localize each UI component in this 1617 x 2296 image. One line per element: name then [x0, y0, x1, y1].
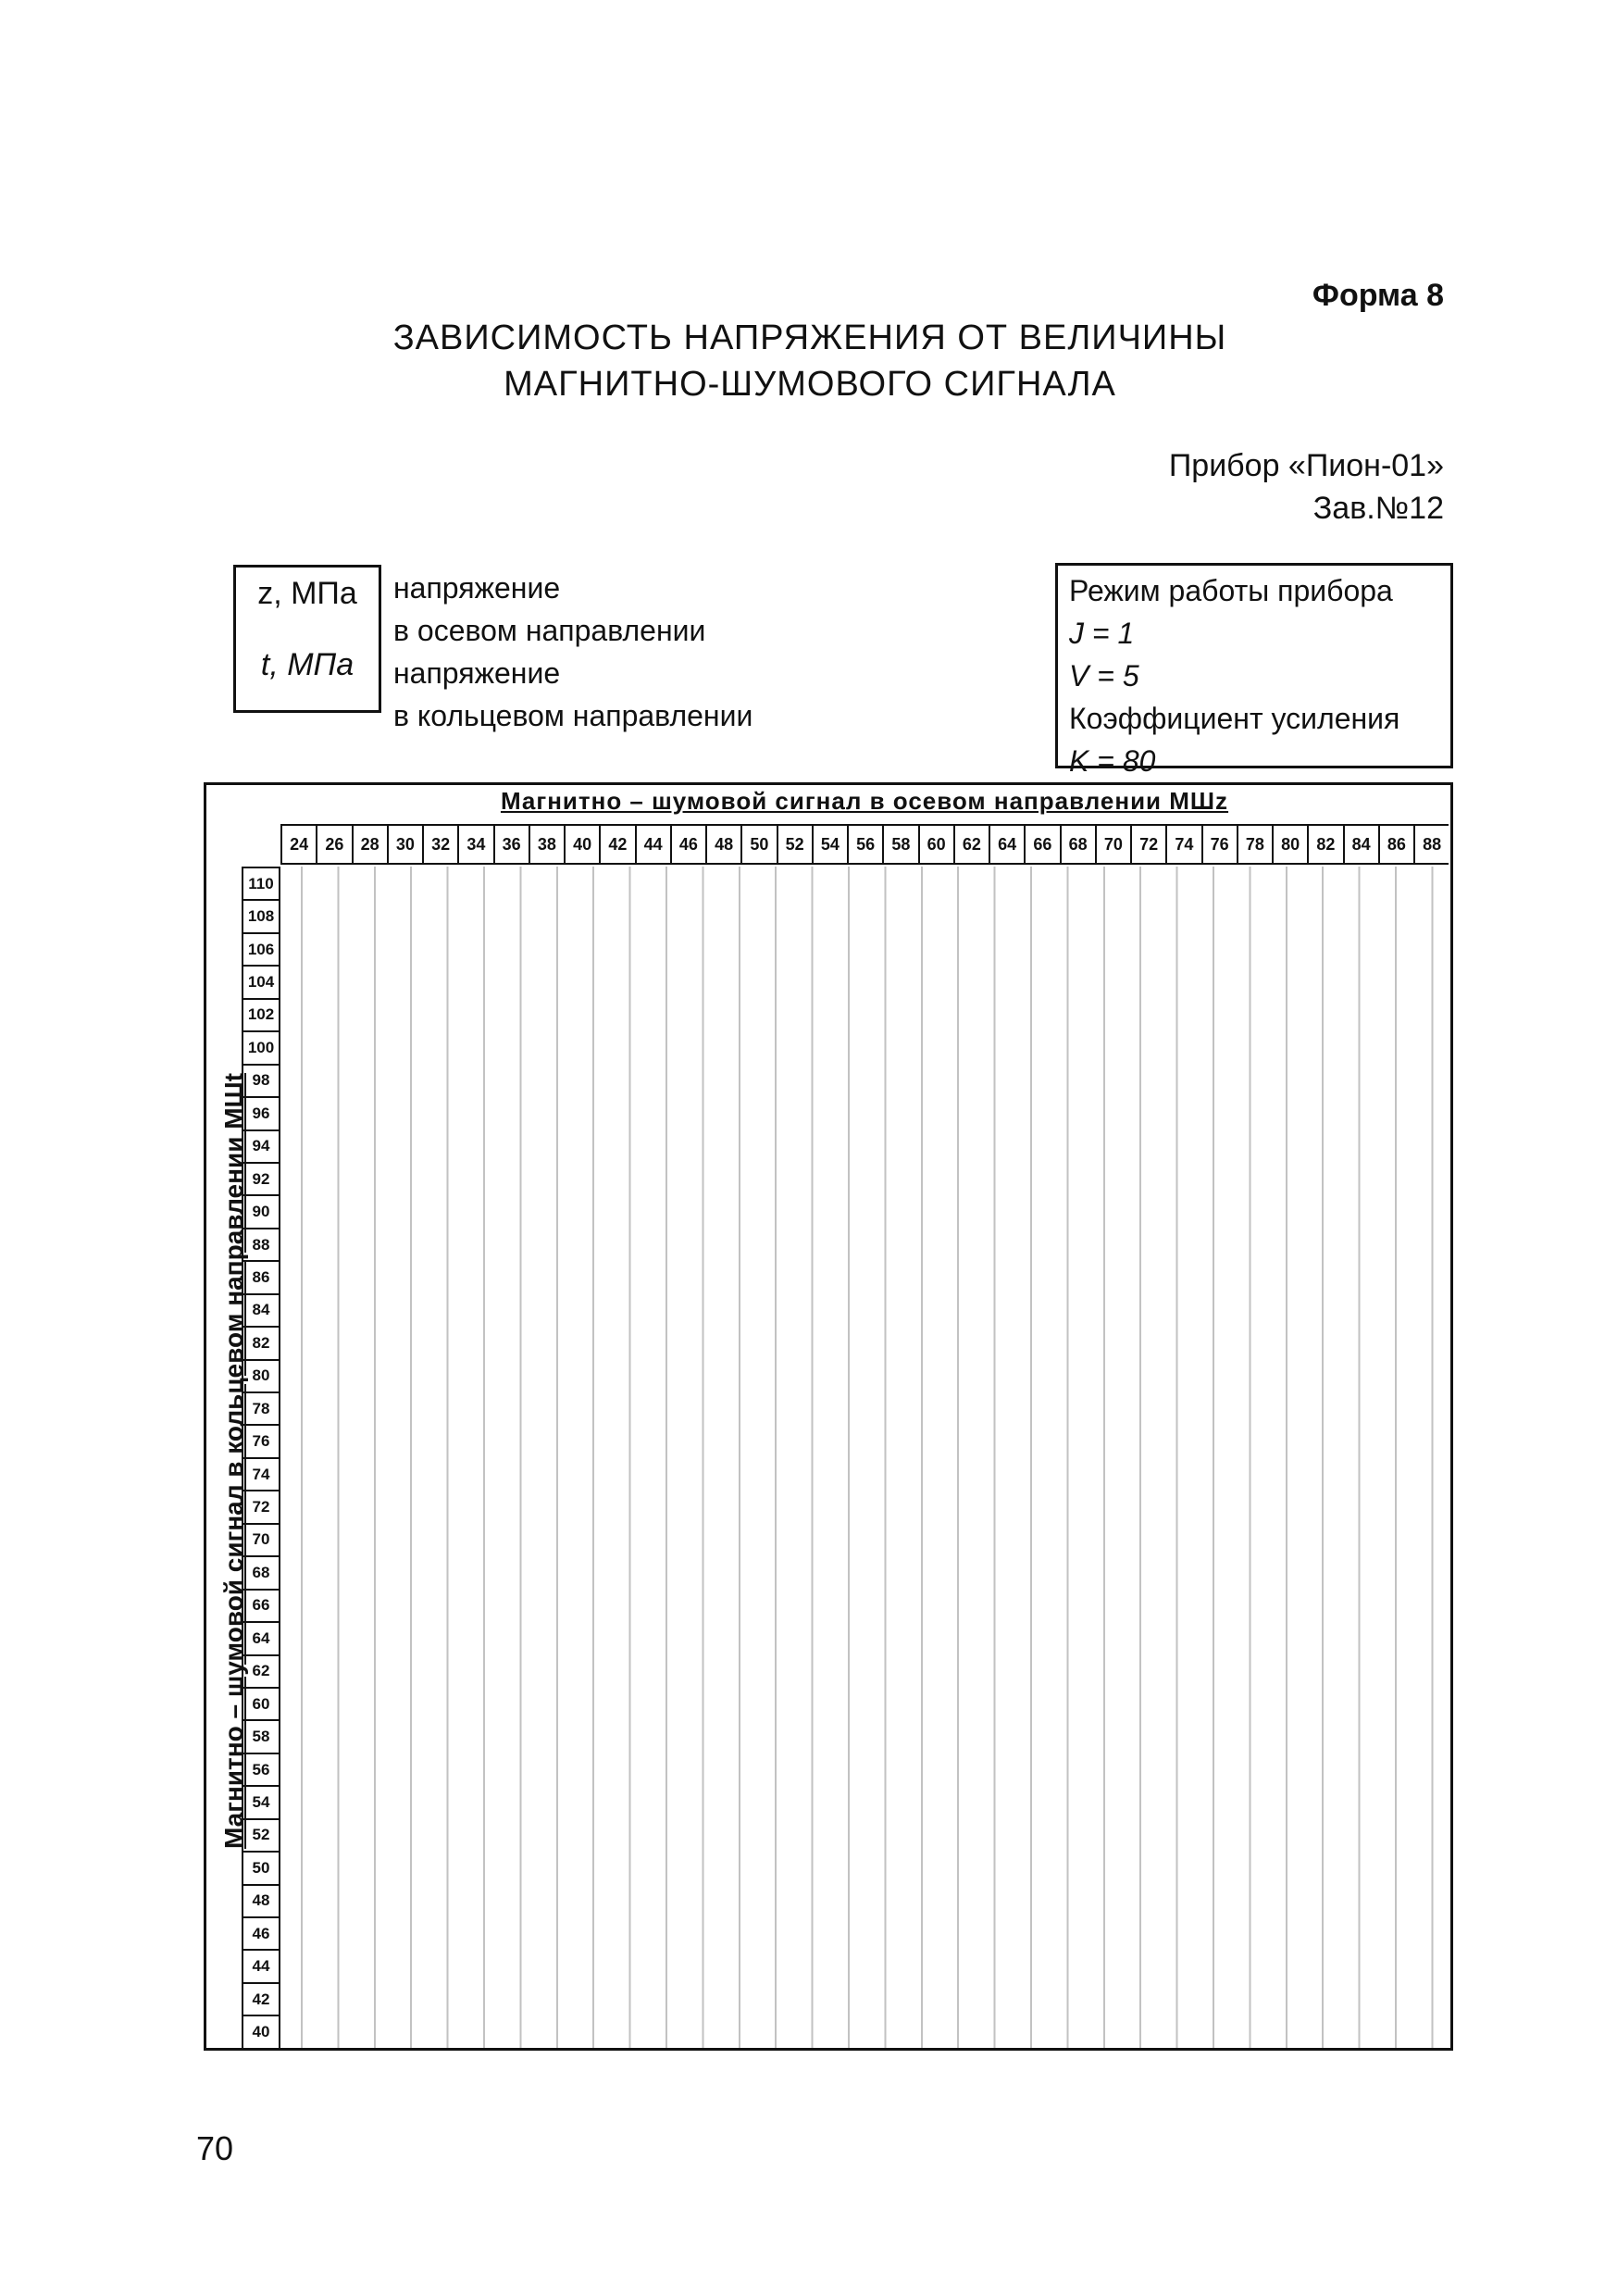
- column-header-cell: 50: [740, 826, 776, 863]
- column-header-cell: 42: [599, 826, 634, 863]
- page-number: 70: [196, 2129, 234, 2167]
- row-header-cell: 72: [243, 1490, 279, 1522]
- column-header-cell: 80: [1272, 826, 1307, 863]
- column-header-cell: 82: [1307, 826, 1342, 863]
- column-header-cell: 66: [1024, 826, 1059, 863]
- mode-gain-label: Коэффициент усиления: [1069, 702, 1400, 735]
- mode-v: V = 5: [1069, 659, 1139, 693]
- row-header-cell: 78: [243, 1391, 279, 1424]
- legend-t-label: t, МПа: [260, 647, 354, 682]
- row-header-cell: 108: [243, 899, 279, 931]
- row-header-cell: 50: [243, 1851, 279, 1883]
- title-line-1: ЗАВИСИМОСТЬ НАПРЯЖЕНИЯ ОТ ВЕЛИЧИНЫ: [392, 318, 1227, 357]
- row-header-cell: 62: [243, 1654, 279, 1687]
- column-header-cell: 58: [882, 826, 917, 863]
- title-line-2: МАГНИТНО-ШУМОВОГО СИГНАЛА: [504, 365, 1116, 404]
- row-header-cell: 46: [243, 1916, 279, 1949]
- legend-z-desc-2: в осевом направлении: [393, 614, 706, 647]
- row-header-cell: 92: [243, 1162, 279, 1194]
- legend-t-desc-1: напряжение: [393, 656, 561, 690]
- row-header-cell: 84: [243, 1293, 279, 1326]
- mode-k: K = 80: [1069, 744, 1156, 778]
- column-header-cell: 70: [1095, 826, 1130, 863]
- column-header-cell: 34: [457, 826, 492, 863]
- device-info: [1018, 444, 1444, 530]
- column-header-cell: 78: [1237, 826, 1272, 863]
- row-header-cell: 42: [243, 1982, 279, 2015]
- row-header-cell: 70: [243, 1523, 279, 1555]
- column-header-cell: 86: [1378, 826, 1413, 863]
- device-serial: Зав.№12: [1312, 491, 1444, 526]
- legend-z-label: z, МПа: [257, 576, 357, 611]
- document-title: [278, 315, 1342, 407]
- table-grid: [280, 867, 1449, 2048]
- row-header-cell: 56: [243, 1753, 279, 1785]
- row-header-cell: 110: [243, 867, 279, 899]
- row-header-cell: 80: [243, 1359, 279, 1391]
- row-header-cell: 86: [243, 1260, 279, 1292]
- row-header-cell: 88: [243, 1228, 279, 1260]
- row-header-cell: 40: [243, 2015, 279, 2047]
- row-header-cell: 106: [243, 932, 279, 965]
- row-header-cell: 44: [243, 1949, 279, 1981]
- row-header-cell: 98: [243, 1064, 279, 1096]
- row-header-cell: 100: [243, 1030, 279, 1063]
- row-header-cell: 102: [243, 998, 279, 1030]
- row-header-cell: 76: [243, 1424, 279, 1456]
- column-header-cell: 62: [953, 826, 989, 863]
- column-header-cell: 54: [812, 826, 847, 863]
- column-header-cell: 60: [918, 826, 953, 863]
- column-header-cell: 48: [705, 826, 740, 863]
- device-mode-box: [1055, 563, 1453, 778]
- column-header-cell: 64: [989, 826, 1024, 863]
- column-header-cell: 74: [1165, 826, 1200, 863]
- legend-z-desc-1: напряжение: [393, 571, 561, 605]
- column-header-cell: 44: [635, 826, 670, 863]
- column-header-cell: 28: [352, 826, 387, 863]
- column-header-cell: 32: [422, 826, 457, 863]
- row-header-cell: 94: [243, 1129, 279, 1162]
- column-header-cell: 52: [777, 826, 812, 863]
- row-header-cell: 58: [243, 1719, 279, 1752]
- row-header-cell: 52: [243, 1818, 279, 1851]
- legend-descriptions: [393, 567, 801, 737]
- stress-table: [204, 782, 1453, 2051]
- row-header-cell: 90: [243, 1194, 279, 1227]
- column-header-cell: 72: [1130, 826, 1165, 863]
- row-header-column: [242, 867, 280, 2048]
- column-header-cell: 40: [564, 826, 599, 863]
- row-header-cell: 54: [243, 1785, 279, 1817]
- column-header-cell: 46: [670, 826, 705, 863]
- column-header-cell: 88: [1413, 826, 1449, 863]
- row-header-cell: 66: [243, 1589, 279, 1621]
- row-axis-title: Магнитно – шумовой сигнал в кольцевом направлении МШt: [219, 1072, 248, 1850]
- legend-t-desc-2: в кольцевом направлении: [393, 699, 753, 732]
- column-header-cell: 68: [1060, 826, 1095, 863]
- row-header-cell: 60: [243, 1687, 279, 1719]
- column-header-cell: 38: [529, 826, 564, 863]
- row-header-cell: 64: [243, 1621, 279, 1653]
- column-header-row: [280, 824, 1449, 865]
- row-header-cell: 74: [243, 1457, 279, 1490]
- row-header-cell: 68: [243, 1555, 279, 1588]
- column-header-cell: 36: [493, 826, 529, 863]
- legend-symbols-box: [233, 565, 381, 713]
- column-header-cell: 24: [280, 826, 316, 863]
- row-header-cell: 82: [243, 1326, 279, 1358]
- column-axis-title: Магнитно – шумовой сигнал в осевом направлении МШz: [500, 787, 1229, 815]
- row-header-cell: 48: [243, 1884, 279, 1916]
- mode-j: J = 1: [1069, 617, 1135, 650]
- column-header-cell: 30: [387, 826, 422, 863]
- column-header-cell: 56: [847, 826, 882, 863]
- form-label: Форма 8: [1312, 278, 1444, 313]
- row-header-cell: 104: [243, 965, 279, 997]
- column-header-cell: 26: [316, 826, 351, 863]
- mode-title: Режим работы прибора: [1069, 574, 1393, 607]
- device-name: Прибор «Пион-01»: [1168, 448, 1444, 483]
- column-header-cell: 76: [1201, 826, 1237, 863]
- column-header-cell: 84: [1343, 826, 1378, 863]
- row-header-cell: 96: [243, 1096, 279, 1129]
